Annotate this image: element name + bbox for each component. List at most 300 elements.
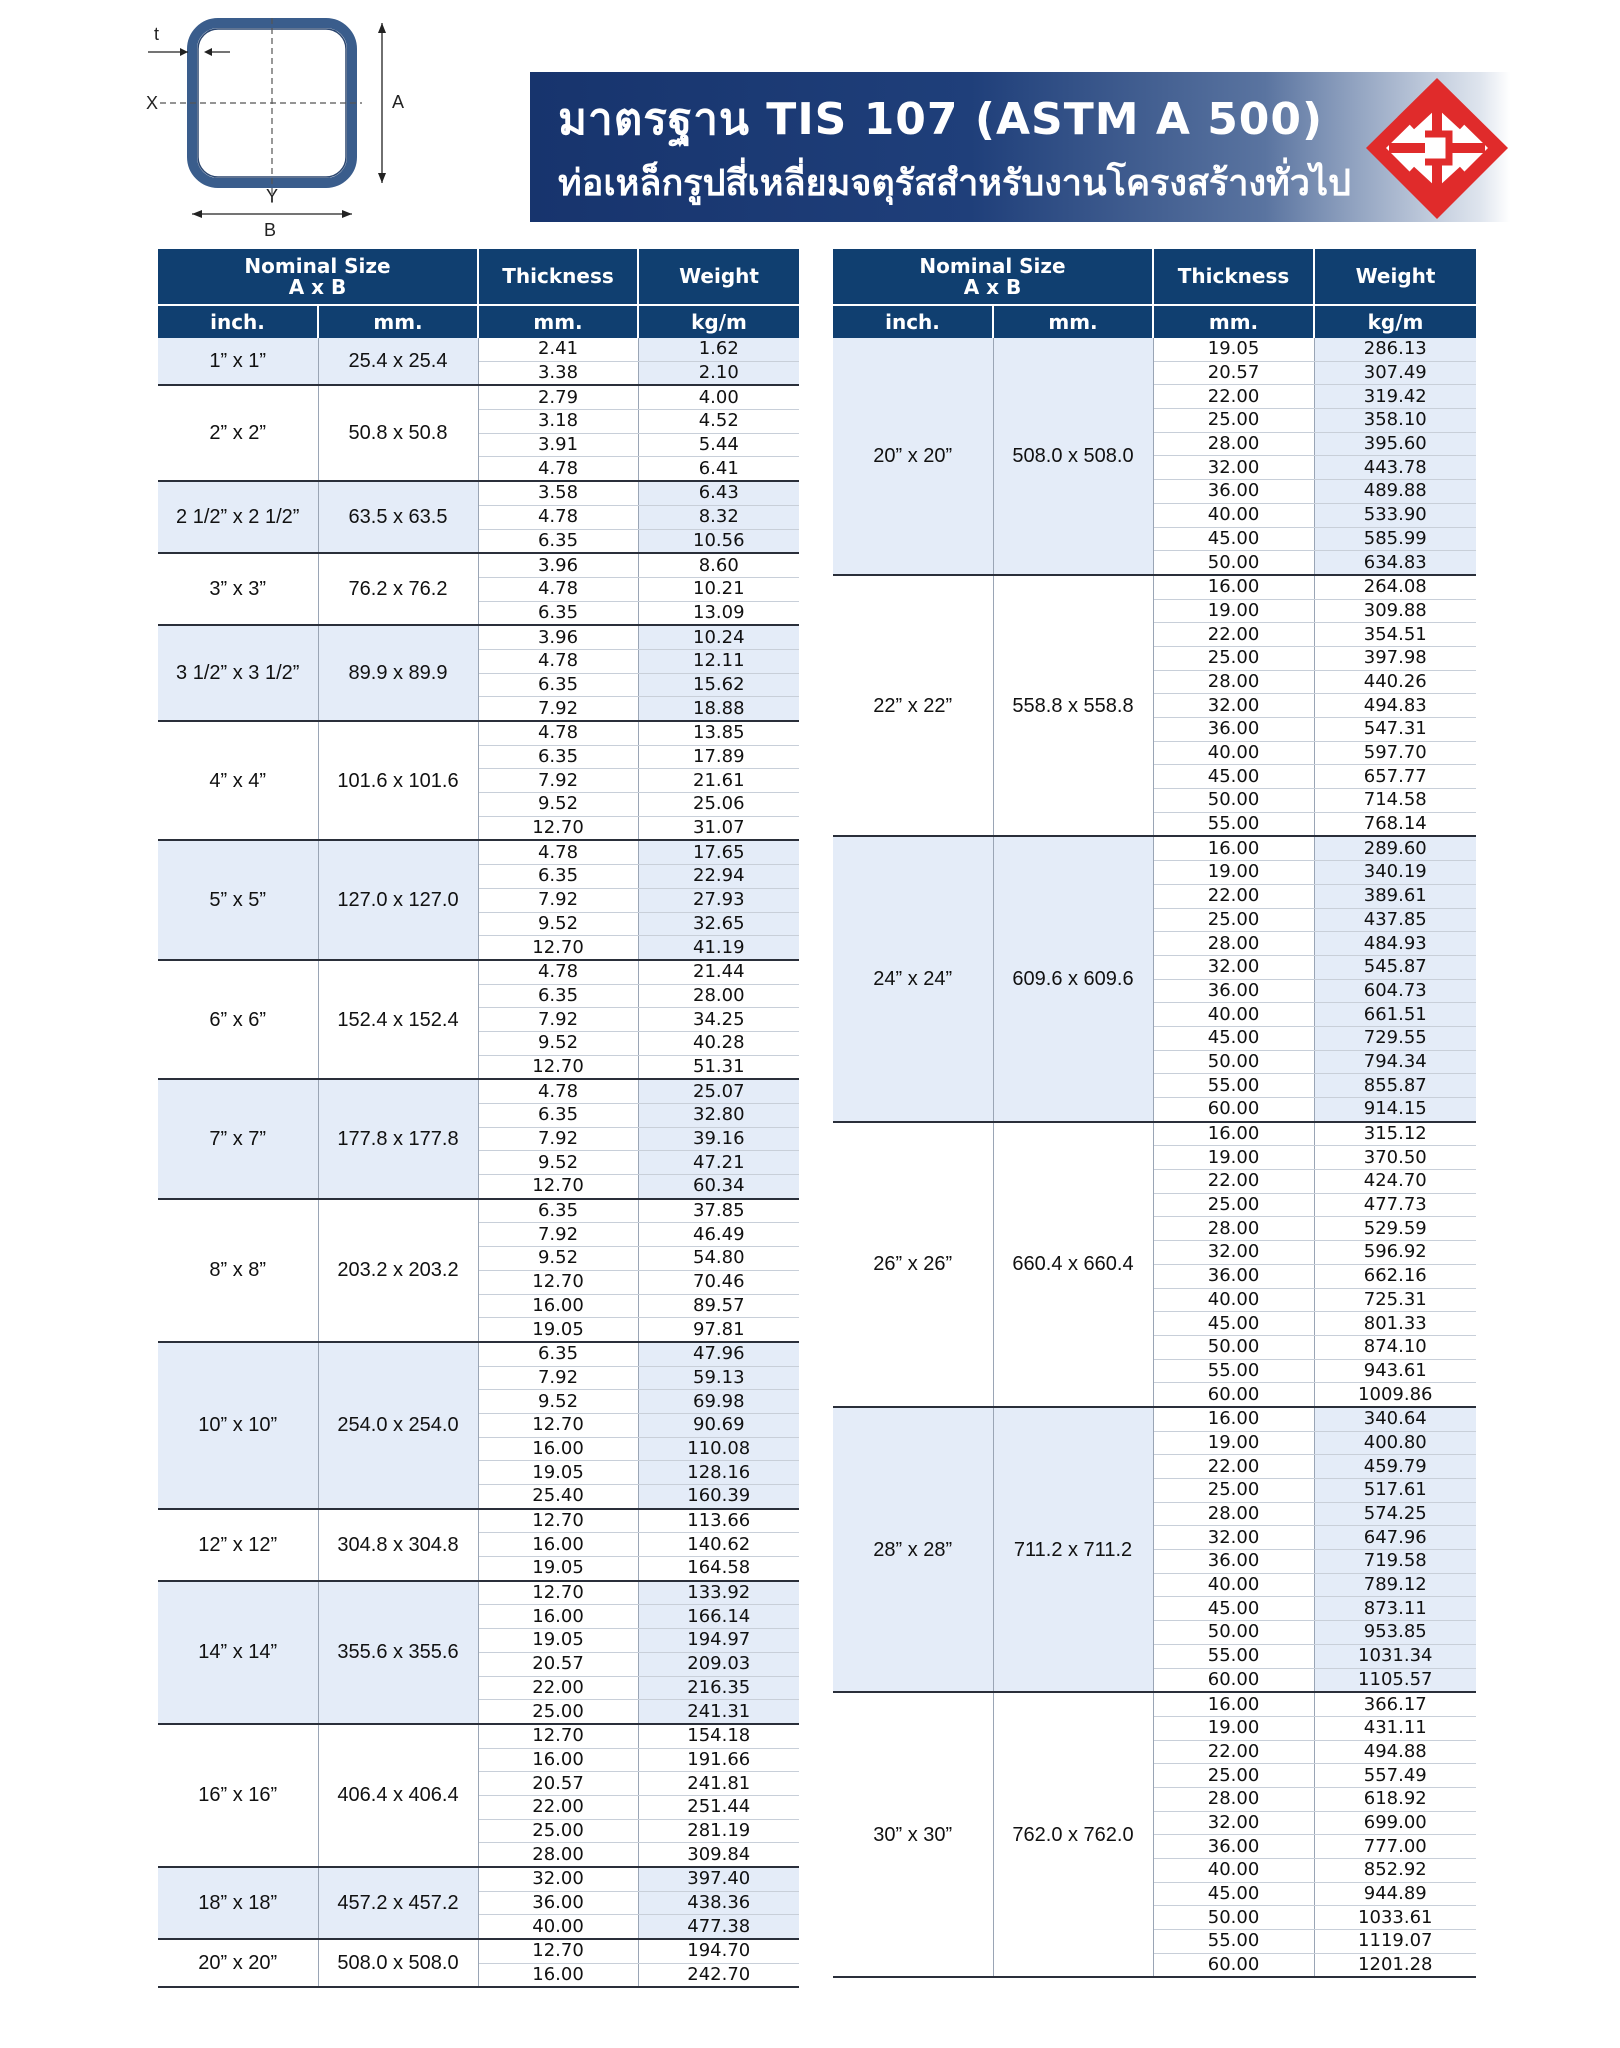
weight-cell: 855.87 [1314,1074,1476,1098]
size-mm-cell: 457.2 x 457.2 [318,1867,478,1939]
thickness-cell: 45.00 [1153,1026,1314,1050]
size-inch-cell: 3 1/2” x 3 1/2” [158,625,318,721]
size-mm-cell: 25.4 x 25.4 [318,338,478,385]
size-mm-cell: 152.4 x 152.4 [318,960,478,1079]
weight-cell: 340.64 [1314,1407,1476,1431]
weight-cell: 719.58 [1314,1550,1476,1574]
size-group [158,721,799,840]
thickness-cell: 36.00 [1153,480,1314,504]
weight-cell: 400.80 [1314,1431,1476,1455]
weight-cell: 10.24 [638,625,799,649]
weight-cell: 477.38 [638,1915,799,1939]
weight-cell: 634.83 [1314,551,1476,575]
weight-cell: 943.61 [1314,1359,1476,1383]
thickness-cell: 60.00 [1153,1383,1314,1407]
thickness-cell: 50.00 [1153,1906,1314,1930]
weight-cell: 154.18 [638,1724,799,1748]
thickness-cell: 16.00 [1153,1122,1314,1146]
thickness-cell: 20.57 [478,1772,638,1796]
weight-cell: 6.41 [638,457,799,481]
size-group [158,625,799,721]
size-inch-cell: 4” x 4” [158,721,318,840]
weight-cell: 874.10 [1314,1335,1476,1359]
thickness-cell: 7.92 [478,697,638,721]
size-group [158,840,799,959]
table-row [158,385,799,409]
thickness-cell: 25.00 [478,1819,638,1843]
thickness-cell: 28.00 [478,1843,638,1867]
size-inch-cell: 16” x 16” [158,1724,318,1867]
thickness-cell: 32.00 [1153,456,1314,480]
table-row [833,338,1476,361]
label-x: X [146,93,159,113]
size-inch-cell: 2 1/2” x 2 1/2” [158,481,318,553]
thickness-cell: 28.00 [1153,1787,1314,1811]
thickness-cell: 6.35 [478,1342,638,1366]
weight-cell: 529.59 [1314,1217,1476,1241]
weight-cell: 242.70 [638,1963,799,1987]
size-group [158,1867,799,1939]
size-mm-cell: 127.0 x 127.0 [318,840,478,959]
weight-cell: 533.90 [1314,503,1476,527]
weight-cell: 13.85 [638,721,799,745]
weight-cell: 307.49 [1314,361,1476,385]
thickness-cell: 36.00 [1153,1550,1314,1574]
weight-cell: 128.16 [638,1461,799,1485]
thickness-cell: 32.00 [1153,1241,1314,1265]
thickness-cell: 36.00 [478,1891,638,1915]
weight-cell: 191.66 [638,1748,799,1772]
weight-cell: 315.12 [1314,1122,1476,1146]
thickness-cell: 25.40 [478,1485,638,1509]
size-group [158,1581,799,1724]
thickness-cell: 19.00 [1153,1716,1314,1740]
weight-cell: 397.98 [1314,646,1476,670]
weight-cell: 1.62 [638,338,799,361]
thickness-cell: 16.00 [1153,1692,1314,1716]
weight-cell: 873.11 [1314,1597,1476,1621]
thickness-cell: 12.70 [478,1055,638,1079]
weight-cell: 725.31 [1314,1288,1476,1312]
thickness-cell: 45.00 [1153,765,1314,789]
header-weight: Weight [1314,249,1476,305]
thickness-cell: 12.70 [478,816,638,840]
weight-cell: 97.81 [638,1318,799,1342]
weight-cell: 241.31 [638,1700,799,1724]
thickness-cell: 22.00 [1153,385,1314,409]
size-inch-cell: 20” x 20” [158,1939,318,1987]
thickness-cell: 50.00 [1153,1335,1314,1359]
thickness-cell: 32.00 [1153,955,1314,979]
weight-cell: 489.88 [1314,480,1476,504]
table-row [833,1407,1476,1431]
thickness-cell: 55.00 [1153,1359,1314,1383]
weight-cell: 370.50 [1314,1146,1476,1170]
size-mm-cell: 101.6 x 101.6 [318,721,478,840]
thickness-cell: 16.00 [1153,836,1314,860]
size-inch-cell: 14” x 14” [158,1581,318,1724]
header-mm: mm. [993,305,1153,338]
thickness-cell: 7.92 [478,1366,638,1390]
thickness-cell: 2.79 [478,385,638,409]
weight-cell: 241.81 [638,1772,799,1796]
header-nominal-size: Nominal Size A x B [158,249,478,305]
thickness-cell: 4.78 [478,721,638,745]
thickness-cell: 12.70 [478,1270,638,1294]
thickness-cell: 7.92 [478,1127,638,1151]
table-row [158,1867,799,1891]
table-row [158,1509,799,1533]
thickness-cell: 25.00 [1153,1193,1314,1217]
thickness-cell: 3.96 [478,553,638,577]
thickness-cell: 22.00 [478,1795,638,1819]
weight-cell: 789.12 [1314,1573,1476,1597]
header-mm: mm. [318,305,478,338]
thickness-cell: 6.35 [478,865,638,889]
thickness-cell: 9.52 [478,793,638,817]
thickness-cell: 16.00 [478,1605,638,1629]
thickness-cell: 4.78 [478,505,638,529]
thickness-cell: 16.00 [478,1963,638,1987]
thickness-cell: 36.00 [1153,1835,1314,1859]
thickness-cell: 32.00 [478,1867,638,1891]
weight-cell: 32.80 [638,1104,799,1128]
table-row [833,1122,1476,1146]
weight-cell: 440.26 [1314,670,1476,694]
weight-cell: 2.10 [638,361,799,385]
thickness-cell: 4.78 [478,840,638,864]
weight-cell: 459.79 [1314,1455,1476,1479]
table-row [833,1692,1476,1716]
weight-cell: 574.25 [1314,1502,1476,1526]
thickness-cell: 9.52 [478,1247,638,1271]
size-group [158,1342,799,1509]
weight-cell: 39.16 [638,1127,799,1151]
thickness-cell: 12.70 [478,1175,638,1199]
thickness-cell: 45.00 [1153,1882,1314,1906]
weight-cell: 133.92 [638,1581,799,1605]
weight-cell: 17.65 [638,840,799,864]
header-weight: Weight [638,249,799,305]
weight-cell: 28.00 [638,984,799,1008]
weight-cell: 41.19 [638,936,799,960]
weight-cell: 1033.61 [1314,1906,1476,1930]
size-group [833,1122,1476,1407]
thickness-cell: 9.52 [478,1390,638,1414]
title-banner [530,72,1510,222]
thickness-cell: 3.91 [478,433,638,457]
weight-cell: 60.34 [638,1175,799,1199]
size-mm-cell: 406.4 x 406.4 [318,1724,478,1867]
thickness-arrowhead-inner [204,48,212,56]
size-group [833,1692,1476,1977]
thickness-cell: 28.00 [1153,670,1314,694]
size-mm-cell: 508.0 x 508.0 [993,338,1153,575]
thickness-cell: 19.00 [1153,1146,1314,1170]
table-row [158,1581,799,1605]
weight-cell: 10.56 [638,529,799,553]
size-group [158,1079,799,1198]
thickness-cell: 28.00 [1153,432,1314,456]
thickness-cell: 7.92 [478,888,638,912]
table-row [158,481,799,505]
weight-cell: 4.00 [638,385,799,409]
weight-cell: 714.58 [1314,789,1476,813]
thickness-cell: 45.00 [1153,1597,1314,1621]
dimension-b-arrow-left [192,210,202,218]
weight-cell: 17.89 [638,745,799,769]
weight-cell: 604.73 [1314,979,1476,1003]
thickness-cell: 50.00 [1153,551,1314,575]
square-tube-section-diagram [140,18,420,240]
weight-cell: 596.92 [1314,1241,1476,1265]
thickness-cell: 16.00 [478,1437,638,1461]
thickness-cell: 45.00 [1153,1312,1314,1336]
thickness-cell: 25.00 [1153,1764,1314,1788]
weight-cell: 424.70 [1314,1170,1476,1194]
header-nominal-size: Nominal Size A x B [833,249,1153,305]
header-inch: inch. [158,305,318,338]
thickness-cell: 16.00 [478,1294,638,1318]
thickness-cell: 50.00 [1153,789,1314,813]
thickness-cell: 6.35 [478,601,638,625]
size-inch-cell: 10” x 10” [158,1342,318,1509]
thickness-cell: 3.38 [478,361,638,385]
thickness-cell: 55.00 [1153,812,1314,836]
header-thickness-unit: mm. [478,305,638,338]
thickness-cell: 40.00 [1153,1573,1314,1597]
weight-cell: 944.89 [1314,1882,1476,1906]
thickness-cell: 9.52 [478,912,638,936]
weight-cell: 90.69 [638,1413,799,1437]
thickness-cell: 7.92 [478,1008,638,1032]
thickness-cell: 28.00 [1153,932,1314,956]
size-inch-cell: 12” x 12” [158,1509,318,1581]
size-group [833,338,1476,575]
label-a: A [392,92,405,112]
thickness-cell: 28.00 [1153,1502,1314,1526]
size-inch-cell: 24” x 24” [833,836,993,1121]
weight-cell: 8.32 [638,505,799,529]
header-weight-unit: kg/m [1314,305,1476,338]
weight-cell: 699.00 [1314,1811,1476,1835]
size-inch-cell: 30” x 30” [833,1692,993,1977]
size-mm-cell: 203.2 x 203.2 [318,1199,478,1342]
weight-cell: 443.78 [1314,456,1476,480]
thickness-cell: 55.00 [1153,1930,1314,1954]
header-thickness: Thickness [478,249,638,305]
weight-cell: 4.52 [638,410,799,434]
weight-cell: 484.93 [1314,932,1476,956]
weight-cell: 768.14 [1314,812,1476,836]
weight-cell: 59.13 [638,1366,799,1390]
thickness-cell: 16.00 [1153,1407,1314,1431]
thickness-cell: 6.35 [478,1199,638,1223]
thickness-cell: 12.70 [478,1509,638,1533]
table-row [158,338,799,361]
weight-cell: 37.85 [638,1199,799,1223]
title-product: ท่อเหล็กรูปสี่เหลี่ยมจตุรัสสำหรับงานโครงสร้างทั่วไป [558,163,1351,204]
weight-cell: 547.31 [1314,718,1476,742]
thickness-cell: 45.00 [1153,527,1314,551]
size-group [158,1939,799,1987]
weight-cell: 397.40 [638,1867,799,1891]
thickness-cell: 20.57 [478,1652,638,1676]
size-inch-cell: 7” x 7” [158,1079,318,1198]
size-inch-cell: 26” x 26” [833,1122,993,1407]
size-inch-cell: 28” x 28” [833,1407,993,1692]
weight-cell: 657.77 [1314,765,1476,789]
size-group [833,836,1476,1121]
weight-cell: 47.96 [638,1342,799,1366]
weight-cell: 89.57 [638,1294,799,1318]
size-mm-cell: 558.8 x 558.8 [993,575,1153,837]
size-group [158,385,799,481]
thickness-cell: 6.35 [478,745,638,769]
weight-cell: 13.09 [638,601,799,625]
weight-cell: 545.87 [1314,955,1476,979]
weight-cell: 21.61 [638,769,799,793]
size-mm-cell: 76.2 x 76.2 [318,553,478,625]
size-mm-cell: 50.8 x 50.8 [318,385,478,481]
thickness-cell: 60.00 [1153,1953,1314,1977]
size-inch-cell: 8” x 8” [158,1199,318,1342]
weight-cell: 647.96 [1314,1526,1476,1550]
size-mm-cell: 660.4 x 660.4 [993,1122,1153,1407]
thickness-cell: 3.18 [478,410,638,434]
table-row [158,1199,799,1223]
thickness-cell: 50.00 [1153,1050,1314,1074]
thickness-cell: 22.00 [1153,1455,1314,1479]
thickness-cell: 20.57 [1153,361,1314,385]
weight-cell: 10.21 [638,577,799,601]
header-thickness: Thickness [1153,249,1314,305]
thickness-cell: 22.00 [1153,884,1314,908]
thickness-cell: 4.78 [478,1079,638,1103]
table-row [158,1724,799,1748]
weight-cell: 110.08 [638,1437,799,1461]
thickness-cell: 22.00 [1153,623,1314,647]
weight-cell: 47.21 [638,1151,799,1175]
weight-cell: 12.11 [638,649,799,673]
size-inch-cell: 20” x 20” [833,338,993,575]
thickness-cell: 12.70 [478,1581,638,1605]
size-inch-cell: 22” x 22” [833,575,993,837]
weight-cell: 794.34 [1314,1050,1476,1074]
thickness-cell: 36.00 [1153,718,1314,742]
weight-cell: 494.88 [1314,1740,1476,1764]
weight-cell: 5.44 [638,433,799,457]
weight-cell: 389.61 [1314,884,1476,908]
weight-cell: 22.94 [638,865,799,889]
weight-cell: 618.92 [1314,1787,1476,1811]
spec-table-left [158,249,799,1988]
weight-cell: 661.51 [1314,1003,1476,1027]
label-b: B [264,220,277,240]
thickness-cell: 19.00 [1153,1431,1314,1455]
thickness-cell: 36.00 [1153,1264,1314,1288]
weight-cell: 477.73 [1314,1193,1476,1217]
thickness-cell: 16.00 [1153,575,1314,599]
weight-cell: 34.25 [638,1008,799,1032]
weight-cell: 597.70 [1314,741,1476,765]
weight-cell: 18.88 [638,697,799,721]
thickness-cell: 40.00 [1153,503,1314,527]
thickness-cell: 2.41 [478,338,638,361]
weight-cell: 194.70 [638,1939,799,1963]
dimension-a-arrow-bottom [378,173,386,183]
thickness-cell: 4.78 [478,649,638,673]
size-group [158,1724,799,1867]
thickness-cell: 19.00 [1153,599,1314,623]
thickness-cell: 32.00 [1153,694,1314,718]
thickness-cell: 40.00 [1153,1859,1314,1883]
weight-cell: 140.62 [638,1533,799,1557]
weight-cell: 216.35 [638,1676,799,1700]
size-mm-cell: 177.8 x 177.8 [318,1079,478,1198]
weight-cell: 164.58 [638,1557,799,1581]
thickness-cell: 50.00 [1153,1621,1314,1645]
weight-cell: 1105.57 [1314,1668,1476,1692]
weight-cell: 251.44 [638,1795,799,1819]
table-row [833,575,1476,599]
weight-cell: 585.99 [1314,527,1476,551]
thickness-cell: 32.00 [1153,1811,1314,1835]
table-row [833,836,1476,860]
weight-cell: 517.61 [1314,1479,1476,1503]
size-mm-cell: 355.6 x 355.6 [318,1581,478,1724]
weight-cell: 319.42 [1314,385,1476,409]
weight-cell: 852.92 [1314,1859,1476,1883]
thickness-cell: 4.78 [478,457,638,481]
thickness-cell: 6.35 [478,673,638,697]
weight-cell: 15.62 [638,673,799,697]
weight-cell: 289.60 [1314,836,1476,860]
weight-cell: 431.11 [1314,1716,1476,1740]
size-group [158,553,799,625]
weight-cell: 438.36 [638,1891,799,1915]
thickness-cell: 4.78 [478,960,638,984]
thickness-cell: 40.00 [1153,1003,1314,1027]
thickness-cell: 25.00 [478,1700,638,1724]
size-inch-cell: 6” x 6” [158,960,318,1079]
weight-cell: 264.08 [1314,575,1476,599]
thickness-cell: 22.00 [478,1676,638,1700]
header-weight-unit: kg/m [638,305,799,338]
thickness-cell: 7.92 [478,769,638,793]
thickness-cell: 25.00 [1153,646,1314,670]
size-group [158,481,799,553]
weight-cell: 1009.86 [1314,1383,1476,1407]
thickness-cell: 4.78 [478,577,638,601]
thickness-cell: 6.35 [478,1104,638,1128]
thickness-cell: 16.00 [478,1748,638,1772]
weight-cell: 25.07 [638,1079,799,1103]
thickness-cell: 19.00 [1153,861,1314,885]
thickness-cell: 22.00 [1153,1170,1314,1194]
weight-cell: 729.55 [1314,1026,1476,1050]
weight-cell: 340.19 [1314,861,1476,885]
thickness-cell: 28.00 [1153,1217,1314,1241]
size-mm-cell: 609.6 x 609.6 [993,836,1153,1121]
size-mm-cell: 89.9 x 89.9 [318,625,478,721]
table-row [158,1079,799,1103]
size-group [158,1199,799,1342]
thickness-cell: 6.35 [478,529,638,553]
thickness-cell: 3.96 [478,625,638,649]
weight-cell: 69.98 [638,1390,799,1414]
thickness-cell: 6.35 [478,984,638,1008]
